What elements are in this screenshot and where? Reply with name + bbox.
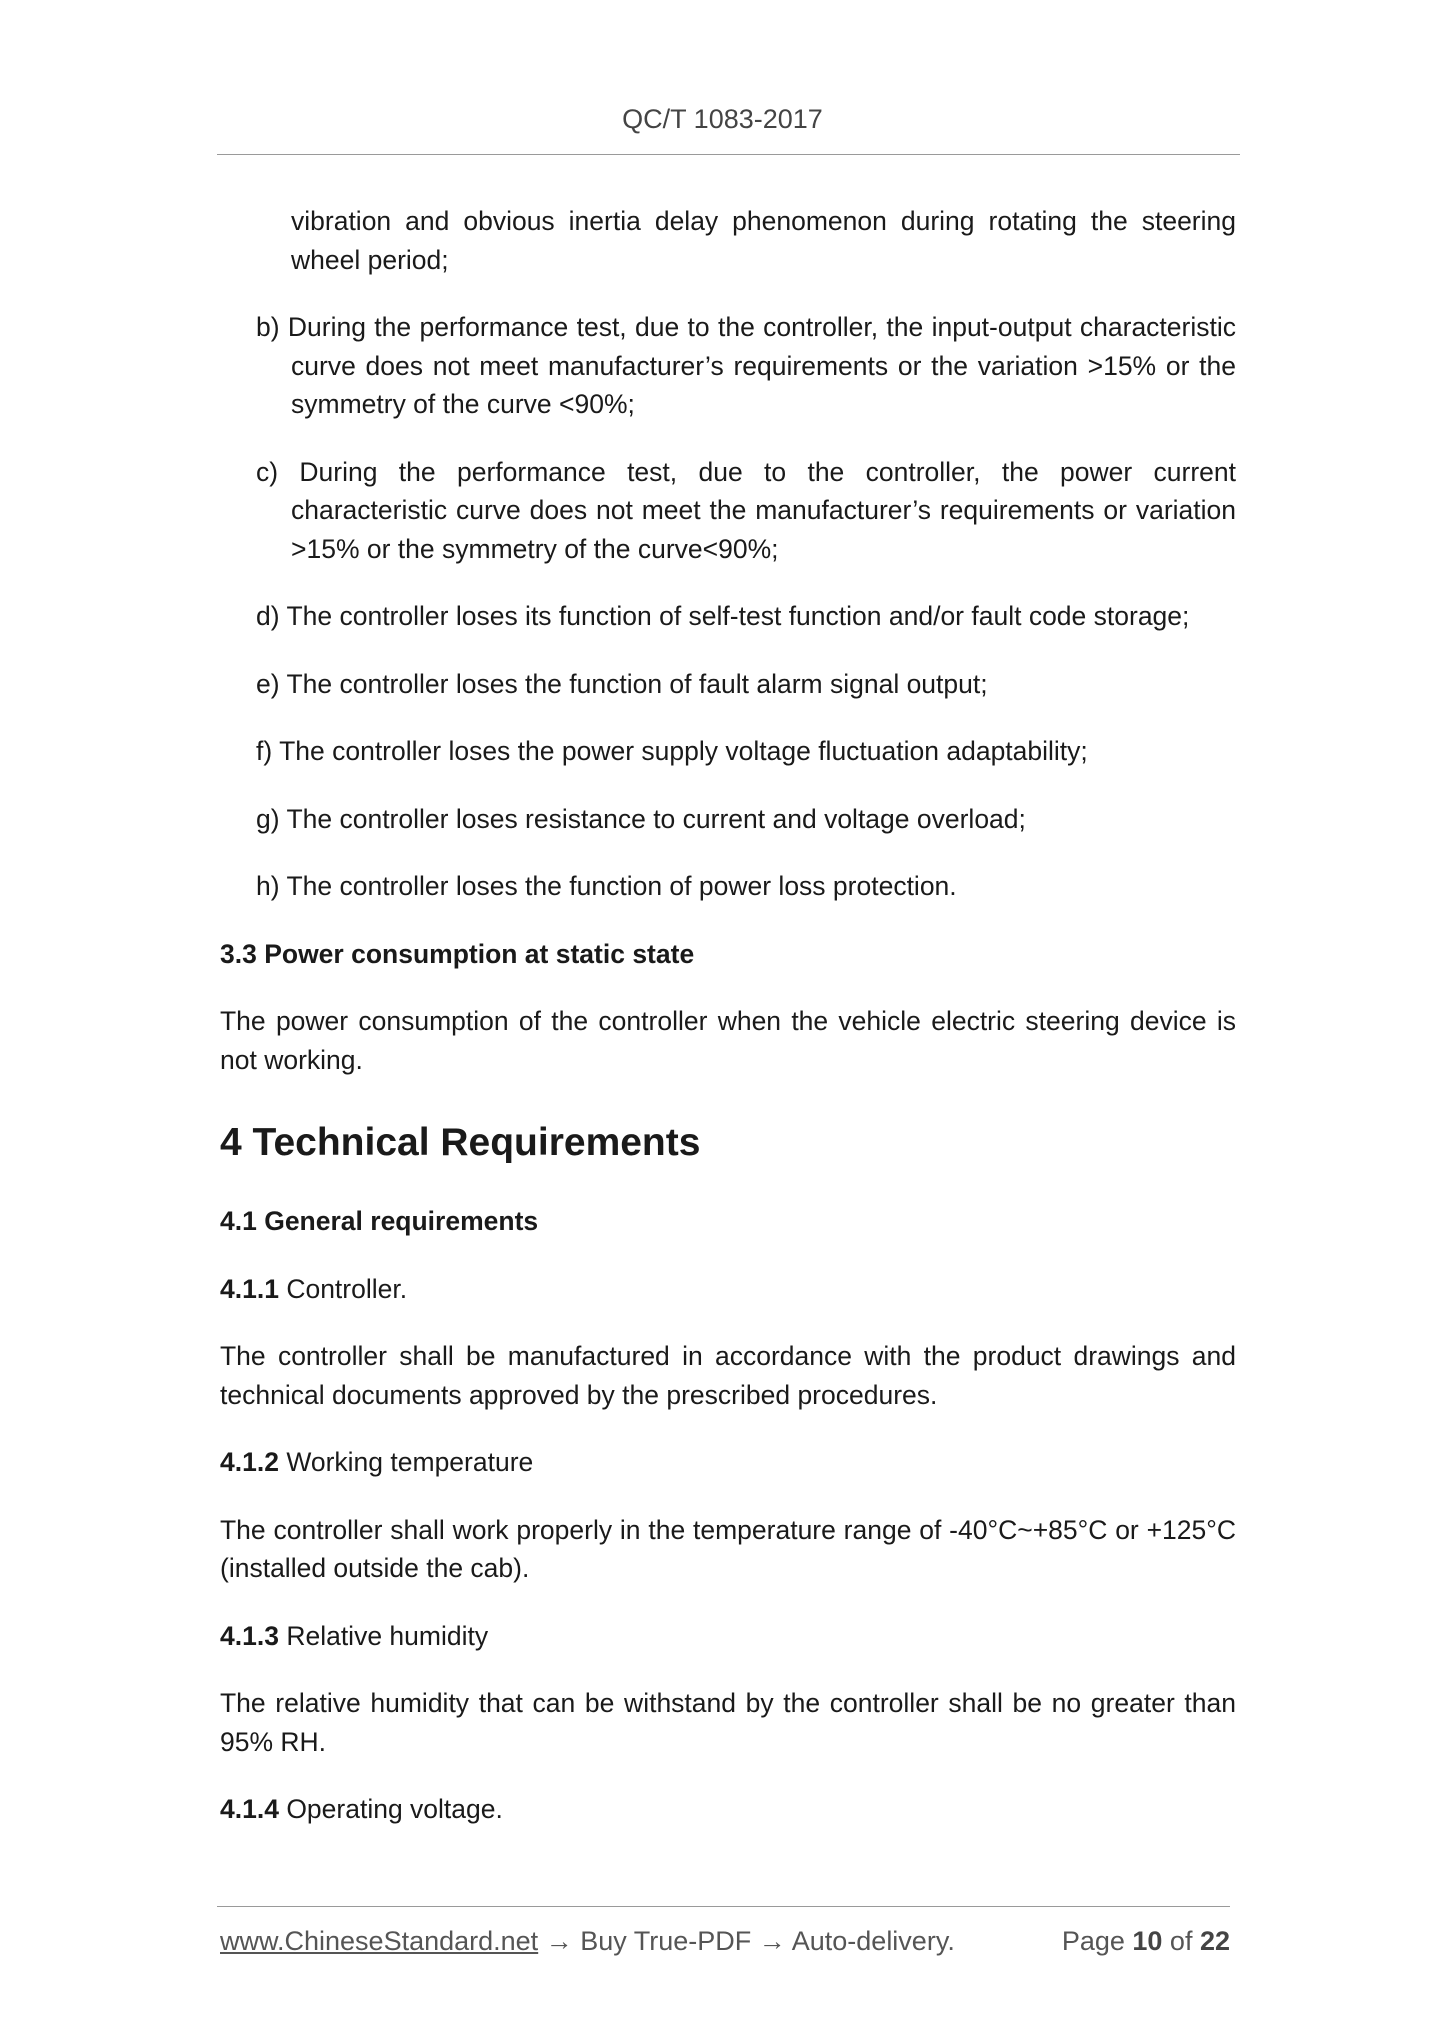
list-item-e: e) The controller loses the function of fault alarm signal output; <box>256 668 988 699</box>
page-total: 22 <box>1199 1926 1230 1956</box>
section-4-1-1-heading <box>220 1270 1236 1309</box>
section-4-1-1-text: The controller shall be manufactured in accordance with the product drawings and technical documents approved by the prescribed procedures. <box>220 1341 1236 1410</box>
section-4-1-1-number: 4.1.1 <box>220 1273 279 1304</box>
header-divider <box>217 154 1240 155</box>
section-4-1-4-number: 4.1.4 <box>220 1794 279 1824</box>
section-4-1-2-text: The controller shall work properly in the temperature range of -40°C~+85°C or +125°C (installed outside the cab). <box>220 1514 1236 1583</box>
footer <box>220 1926 1230 1957</box>
section-4-1-3-heading <box>220 1617 1236 1656</box>
section-4-1-3-text: The relative humidity that can be withstand by the controller shall be no greater than 95% RH. <box>220 1688 1236 1757</box>
section-4-heading: 4 Technical Requirements <box>220 1121 701 1164</box>
footer-tagline: → Buy True-PDF → Auto-delivery. <box>538 1926 955 1956</box>
page-of-label: of <box>1162 1926 1200 1956</box>
page-indicator <box>1062 1926 1230 1957</box>
page-label: Page <box>1061 1926 1133 1956</box>
footer-website-link[interactable]: www.ChineseStandard.net <box>220 1926 539 1956</box>
page-content <box>220 196 1236 1858</box>
section-4-1-2-title: Working temperature <box>278 1447 534 1477</box>
section-4-1-2-heading <box>220 1443 1236 1482</box>
section-4-1-heading: 4.1 General requirements <box>220 1206 539 1236</box>
page-current: 10 <box>1132 1926 1163 1956</box>
section-4-1-3-title: Relative humidity <box>278 1620 489 1651</box>
section-4-1-4-heading <box>220 1790 1236 1829</box>
header-doc-id: QC/T 1083-2017 <box>622 104 823 134</box>
section-4-1-4-title: Operating voltage. <box>278 1794 503 1824</box>
section-3-3-text: The power consumption of the controller when the vehicle electric steering device is not working. <box>220 1006 1236 1075</box>
section-3-3-heading: 3.3 Power consumption at static state <box>220 938 695 969</box>
list-item-f: f) The controller loses the power supply voltage fluctuation adaptability; <box>256 736 1088 766</box>
list-item-d: d) The controller loses its function of self-test function and/or fault code storage; <box>256 601 1190 631</box>
section-4-1-1-title: Controller. <box>278 1273 408 1304</box>
section-4-1-2-number: 4.1.2 <box>220 1447 279 1477</box>
list-item-h: h) The controller loses the function of power loss protection. <box>256 871 957 901</box>
section-4-1-3-number: 4.1.3 <box>220 1620 279 1651</box>
footer-divider <box>217 1906 1230 1907</box>
list-item-c: c) During the performance test, due to the controller, the power current characteristic curve does not meet the manufacturer’s requirements or variation >15% or the symmetry of the curve<90%; <box>256 456 1236 564</box>
list-item-a-continuation: vibration and obvious inertia delay phenomenon during rotating the steering wheel period; <box>291 206 1236 275</box>
list-item-g: g) The controller loses resistance to current and voltage overload; <box>256 803 1026 834</box>
list-item-b: b) During the performance test, due to the controller, the input-output characteristic curve does not meet manufacturer’s requirements or the variation >15% or the symmetry of the curve <90%; <box>256 312 1236 419</box>
